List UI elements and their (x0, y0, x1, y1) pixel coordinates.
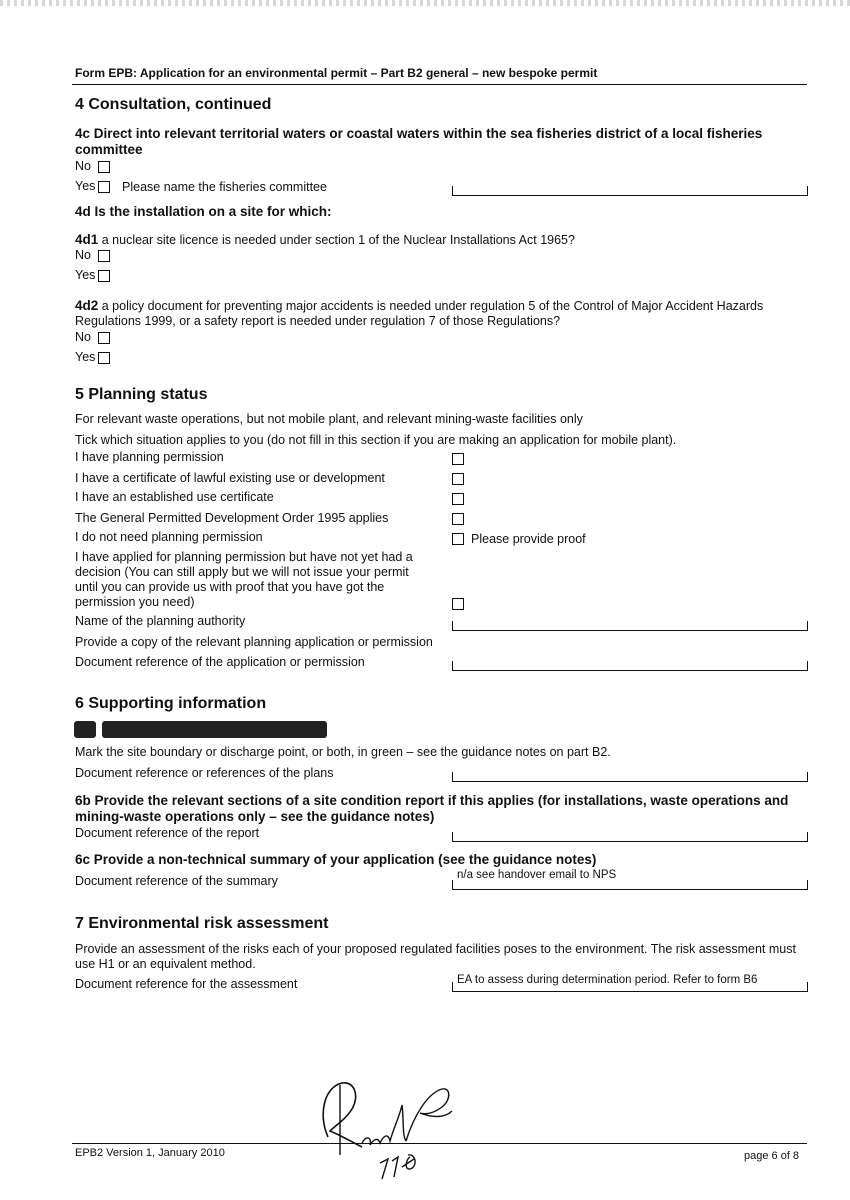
q4c-no-checkbox[interactable] (98, 161, 110, 173)
planning-option-3: I have an established use certificate (75, 490, 274, 504)
planning-option-4-checkbox[interactable] (452, 513, 464, 525)
scan-edge (0, 0, 850, 6)
q4d1-yes-checkbox[interactable] (98, 270, 110, 282)
redacted-number (74, 721, 96, 738)
planning-option-6-checkbox[interactable] (452, 598, 464, 610)
redacted-heading (102, 721, 327, 738)
question-4d2 (75, 298, 795, 329)
question-4c: 4c Direct into relevant territorial waters or coastal waters within the sea fisheries district of a local fisheries committee (75, 126, 763, 157)
planning-option-1: I have planning permission (75, 450, 224, 464)
question-6b: 6b Provide the relevant sections of a site condition report if this applies (for installations, waste operations and mining-waste operations only – see the guidance notes) (75, 793, 789, 824)
planning-option-2-checkbox[interactable] (452, 473, 464, 485)
q4c-yes-label: Yes (75, 179, 96, 193)
planning-intro-2: Tick which situation applies to you (do not fill in this section if you are making an application for mobile plant). (75, 433, 677, 447)
risk-docref-value: EA to assess during determination period. Refer to form B6 (457, 974, 758, 986)
q4d2-yes-checkbox[interactable] (98, 352, 110, 364)
planning-intro-1: For relevant waste operations, but not mobile plant, and relevant mining-waste facilities only (75, 412, 583, 426)
q4c-yes-checkbox[interactable] (98, 181, 110, 193)
q6a-instruction: Mark the site boundary or discharge point, or both, in green – see the guidance notes on part B2. (75, 745, 611, 759)
q4d2-yes-label: Yes (75, 350, 96, 364)
q4d2-no-checkbox[interactable] (98, 332, 110, 344)
section-4-heading: 4 Consultation, continued (75, 96, 272, 113)
handwritten-signature (310, 1075, 460, 1185)
planning-option-5-checkbox[interactable] (452, 533, 464, 545)
q4d1-no-label: No (75, 248, 91, 262)
q6a-docref-input[interactable] (452, 772, 808, 782)
risk-assessment-text: Provide an assessment of the risks each of your proposed regulated facilities poses to the environment. The risk assessment must use H1 or an equivalent method. (75, 942, 796, 971)
section-6-heading: 6 Supporting information (75, 695, 267, 712)
footer-page-number: page 6 of 8 (744, 1150, 800, 1162)
planning-option-6: I have applied for planning permission but have not yet had a decision (You can still apply but we will not issue your permit until you can provide us with proof that you have got the permission you need) (75, 550, 413, 609)
q6c-docref-value: n/a see handover email to NPS (457, 869, 617, 881)
fisheries-committee-input[interactable] (452, 186, 808, 196)
footer-version: EPB2 Version 1, January 2010 (75, 1147, 225, 1159)
planning-docref-label: Document reference of the application or permission (75, 655, 365, 669)
q4d1-number: 4d1 (75, 232, 99, 247)
q6b-docref-label: Document reference of the report (75, 826, 260, 840)
planning-docref-input[interactable] (452, 661, 808, 671)
planning-authority-input[interactable] (452, 621, 808, 631)
q6b-docref-input[interactable] (452, 832, 808, 842)
q4d1-text: a nuclear site licence is needed under section 1 of the Nuclear Installations Act 1965? (101, 233, 575, 247)
header-rule (72, 84, 807, 85)
q4d2-text: a policy document for preventing major accidents is needed under regulation 5 of the Control of Major Accident Hazards Regulations 1999, or a safety report is needed under regulation 7 of those Regulations? (75, 299, 764, 328)
planning-option-4: The General Permitted Development Order 1995 applies (75, 511, 389, 525)
planning-option-3-checkbox[interactable] (452, 493, 464, 505)
provide-proof-note: Please provide proof (471, 532, 586, 546)
planning-option-5: I do not need planning permission (75, 530, 263, 544)
q4d1-no-checkbox[interactable] (98, 250, 110, 262)
fisheries-committee-label: Please name the fisheries committee (122, 180, 327, 194)
risk-docref-label: Document reference for the assessment (75, 977, 298, 991)
form-title: Form EPB: Application for an environmental permit – Part B2 general – new bespoke permit (75, 66, 598, 80)
footer-rule (72, 1143, 807, 1144)
q6c-docref-label: Document reference of the summary (75, 874, 278, 888)
question-4d: 4d Is the installation on a site for which: (75, 204, 332, 219)
planning-copy-label: Provide a copy of the relevant planning application or permission (75, 635, 433, 649)
planning-option-1-checkbox[interactable] (452, 453, 464, 465)
q4d1-yes-label: Yes (75, 268, 96, 282)
q6a-docref-label: Document reference or references of the plans (75, 766, 334, 780)
planning-authority-label: Name of the planning authority (75, 614, 246, 628)
section-7-heading: 7 Environmental risk assessment (75, 915, 329, 932)
section-5-heading: 5 Planning status (75, 386, 208, 403)
question-4d1 (75, 232, 575, 247)
question-6c: 6c Provide a non-technical summary of your application (see the guidance notes) (75, 852, 597, 867)
q4d2-no-label: No (75, 330, 91, 344)
planning-option-2: I have a certificate of lawful existing use or development (75, 471, 385, 485)
q4d2-number: 4d2 (75, 298, 99, 313)
q6c-docref-input[interactable] (452, 880, 808, 890)
q4c-no-label: No (75, 159, 91, 173)
